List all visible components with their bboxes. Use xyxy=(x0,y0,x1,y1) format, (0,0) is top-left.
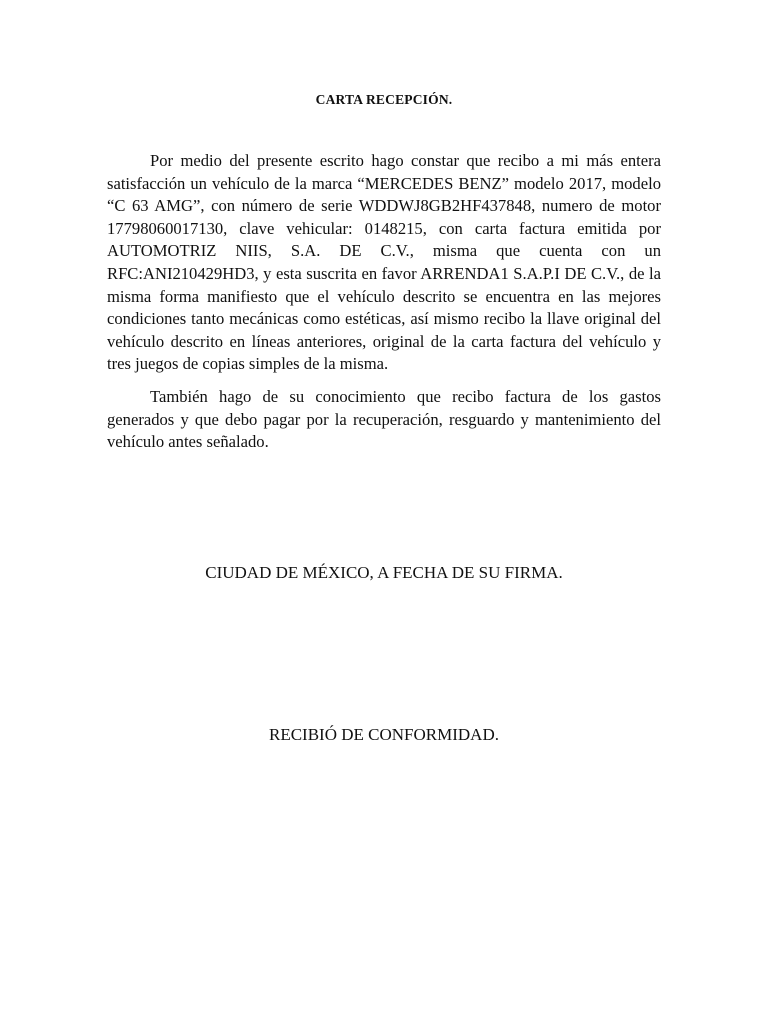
body-paragraph-1: Por medio del presente escrito hago constar que recibo a mi más entera satisfacción un vehículo de la marca “MERCEDES BENZ” modelo 2017, modelo “C 63 AMG”, con número de serie WDDWJ8GB2HF437848, numero de motor 17798060017130, clave vehicular: 0148215, con carta factura emitida por AUTOMOTRIZ NIIS, S.A. DE C.V., misma que cuenta con un RFC:ANI210429HD3, y esta suscrita en favor ARRENDA1 S.A.P.I DE C.V., de la misma forma manifiesto que el vehículo descrito se encuentra en las mejores condiciones tanto mecánicas como estéticas, así mismo recibo la llave original del vehículo descrito en líneas anteriores, original de la carta factura del vehículo y tres juegos de copias simples de la misma. xyxy=(107,151,661,374)
body-paragraph-1-container xyxy=(107,150,661,376)
place-date-line: CIUDAD DE MÉXICO, A FECHA DE SU FIRMA. xyxy=(205,563,563,582)
document-title: CARTA RECEPCIÓN. xyxy=(315,92,453,107)
body-paragraph-2-container xyxy=(107,386,661,454)
body-paragraph-2: También hago de su conocimiento que recibo factura de los gastos generados y que debo pagar por la recuperación, resguardo y mantenimiento del vehículo antes señalado. xyxy=(107,387,661,452)
receipt-confirmation-line: RECIBIÓ DE CONFORMIDAD. xyxy=(269,725,499,744)
